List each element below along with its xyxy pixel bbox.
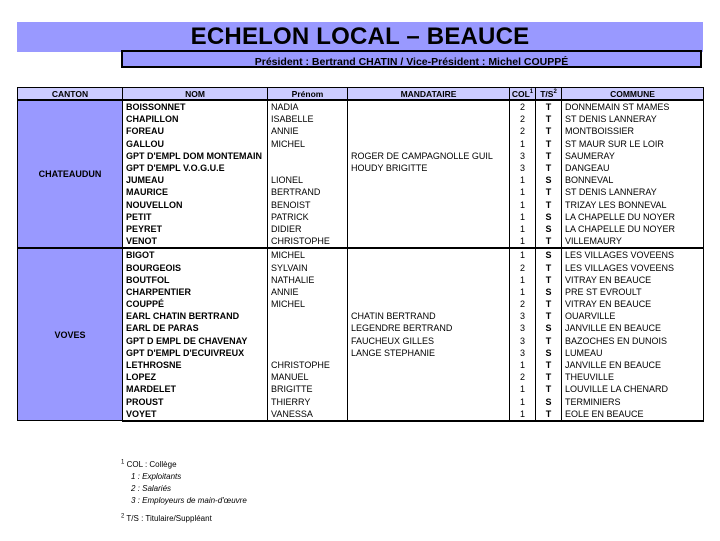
cell-nom: PETIT — [123, 211, 268, 223]
cell-mandataire — [348, 248, 510, 261]
cell-commune: ST DENIS LANNERAY — [562, 186, 704, 198]
cell-prenom: BRIGITTE — [268, 383, 348, 395]
cell-col: 1 — [510, 235, 536, 248]
cell-mandataire — [348, 113, 510, 125]
cell-ts: T — [536, 261, 562, 273]
cell-commune: VILLEMAURY — [562, 235, 704, 248]
footnote-col-item: 3 : Employeurs de main-d'œuvre — [131, 496, 247, 505]
cell-nom: GPT D'EMPL D'ECUIVREUX — [123, 347, 268, 359]
cell-prenom: CHRISTOPHE — [268, 235, 348, 248]
cell-mandataire — [348, 138, 510, 150]
cell-ts: T — [536, 186, 562, 198]
cell-nom: MARDELET — [123, 383, 268, 395]
cell-mandataire — [348, 261, 510, 273]
cell-commune: ST DENIS LANNERAY — [562, 113, 704, 125]
cell-prenom — [268, 310, 348, 322]
cell-prenom: ISABELLE — [268, 113, 348, 125]
cell-prenom: NADIA — [268, 100, 348, 113]
cell-ts: T — [536, 150, 562, 162]
cell-nom: BIGOT — [123, 248, 268, 261]
cell-ts: T — [536, 235, 562, 248]
canton-cell: CHATEAUDUN — [18, 100, 123, 248]
cell-prenom — [268, 150, 348, 162]
cell-ts: T — [536, 100, 562, 113]
page-title: ECHELON LOCAL – BEAUCE — [190, 23, 530, 50]
cell-nom: PROUST — [123, 396, 268, 408]
cell-ts: T — [536, 113, 562, 125]
cell-col: 1 — [510, 199, 536, 211]
cell-commune: JANVILLE EN BEAUCE — [562, 359, 704, 371]
cell-nom: NOUVELLON — [123, 199, 268, 211]
cell-prenom: NATHALIE — [268, 274, 348, 286]
cell-prenom: THIERRY — [268, 396, 348, 408]
cell-col: 1 — [510, 274, 536, 286]
cell-commune: DONNEMAIN ST MAMES — [562, 100, 704, 113]
cell-nom: MAURICE — [123, 186, 268, 198]
cell-col: 1 — [510, 286, 536, 298]
cell-prenom: DIDIER — [268, 223, 348, 235]
cell-col: 1 — [510, 396, 536, 408]
cell-commune: LUMEAU — [562, 347, 704, 359]
cell-nom: VOYET — [123, 408, 268, 421]
page-subtitle: Président : Bertrand CHATIN / Vice-Président : Michel COUPPÉ — [254, 56, 569, 68]
cell-prenom: ANNIE — [268, 125, 348, 137]
cell-nom: GALLOU — [123, 138, 268, 150]
cell-commune: VITRAY EN BEAUCE — [562, 274, 704, 286]
cell-ts: T — [536, 138, 562, 150]
header-commune: COMMUNE — [562, 88, 704, 101]
cell-prenom: LIONEL — [268, 174, 348, 186]
table-row — [18, 100, 704, 113]
cell-mandataire — [348, 408, 510, 421]
cell-prenom: BERTRAND — [268, 186, 348, 198]
cell-mandataire — [348, 186, 510, 198]
cell-nom: CHAPILLON — [123, 113, 268, 125]
cell-col: 1 — [510, 248, 536, 261]
footnote-col-item: 2 : Salariés — [131, 484, 172, 493]
cell-commune: LA CHAPELLE DU NOYER — [562, 211, 704, 223]
cell-ts: S — [536, 223, 562, 235]
footnote-col: $^1$ COL : Collège — [121, 459, 177, 469]
cell-mandataire — [348, 359, 510, 371]
cell-nom: EARL CHATIN BERTRAND — [123, 310, 268, 322]
header-row — [18, 88, 704, 101]
cell-prenom: PATRICK — [268, 211, 348, 223]
members-table — [17, 87, 704, 422]
cell-commune: LES VILLAGES VOVEENS — [562, 248, 704, 261]
cell-mandataire — [348, 100, 510, 113]
cell-mandataire — [348, 199, 510, 211]
title-banner — [17, 22, 703, 52]
cell-ts: T — [536, 383, 562, 395]
cell-commune: JANVILLE EN BEAUCE — [562, 322, 704, 334]
cell-nom: GPT D'EMPL V.O.G.U.E — [123, 162, 268, 174]
canton-cell: VOVES — [18, 248, 123, 421]
cell-nom: BOISSONNET — [123, 100, 268, 113]
cell-nom: VENOT — [123, 235, 268, 248]
header-prenom: Prénom — [268, 88, 348, 101]
cell-ts: S — [536, 211, 562, 223]
cell-nom: LOPEZ — [123, 371, 268, 383]
cell-nom: EARL DE PARAS — [123, 322, 268, 334]
cell-prenom — [268, 335, 348, 347]
cell-commune: TRIZAY LES BONNEVAL — [562, 199, 704, 211]
cell-commune: MONTBOISSIER — [562, 125, 704, 137]
cell-col: 1 — [510, 174, 536, 186]
cell-nom: GPT D'EMPL DOM MONTEMAIN — [123, 150, 268, 162]
cell-prenom: CHRISTOPHE — [268, 359, 348, 371]
cell-commune: PRE ST EVROULT — [562, 286, 704, 298]
cell-col: 3 — [510, 347, 536, 359]
cell-mandataire — [348, 396, 510, 408]
cell-nom: FOREAU — [123, 125, 268, 137]
cell-col: 2 — [510, 261, 536, 273]
cell-col: 1 — [510, 186, 536, 198]
cell-nom: BOUTFOL — [123, 274, 268, 286]
footnote-col-item: 1 : Exploitants — [131, 472, 182, 481]
cell-col: 3 — [510, 150, 536, 162]
cell-prenom: MICHEL — [268, 138, 348, 150]
cell-ts: T — [536, 162, 562, 174]
cell-mandataire: CHATIN BERTRAND — [348, 310, 510, 322]
cell-commune: LOUVILLE LA CHENARD — [562, 383, 704, 395]
cell-ts: S — [536, 347, 562, 359]
cell-prenom: ANNIE — [268, 286, 348, 298]
subtitle-bar — [121, 50, 702, 68]
cell-commune: LES VILLAGES VOVEENS — [562, 261, 704, 273]
cell-col: 1 — [510, 408, 536, 421]
cell-mandataire — [348, 125, 510, 137]
cell-mandataire — [348, 235, 510, 248]
cell-nom: CHARPENTIER — [123, 286, 268, 298]
cell-mandataire: LEGENDRE BERTRAND — [348, 322, 510, 334]
cell-col: 1 — [510, 211, 536, 223]
cell-col: 3 — [510, 162, 536, 174]
cell-mandataire: ROGER DE CAMPAGNOLLE GUIL — [348, 150, 510, 162]
cell-ts: T — [536, 274, 562, 286]
cell-commune: DANGEAU — [562, 162, 704, 174]
cell-ts: S — [536, 286, 562, 298]
cell-mandataire — [348, 223, 510, 235]
cell-prenom: MICHEL — [268, 298, 348, 310]
cell-ts: T — [536, 408, 562, 421]
cell-nom: COUPPÉ — [123, 298, 268, 310]
header-canton: CANTON — [18, 88, 123, 101]
cell-col: 1 — [510, 359, 536, 371]
cell-mandataire — [348, 174, 510, 186]
header-mandataire: MANDATAIRE — [348, 88, 510, 101]
cell-col: 2 — [510, 113, 536, 125]
cell-ts: T — [536, 310, 562, 322]
cell-commune: ST MAUR SUR LE LOIR — [562, 138, 704, 150]
cell-mandataire: LANGE STEPHANIE — [348, 347, 510, 359]
cell-ts: T — [536, 199, 562, 211]
cell-ts: T — [536, 371, 562, 383]
cell-mandataire: FAUCHEUX GILLES — [348, 335, 510, 347]
cell-commune: OUARVILLE — [562, 310, 704, 322]
cell-commune: BAZOCHES EN DUNOIS — [562, 335, 704, 347]
cell-prenom: MANUEL — [268, 371, 348, 383]
cell-ts: S — [536, 322, 562, 334]
cell-col: 1 — [510, 383, 536, 395]
cell-commune: EOLE EN BEAUCE — [562, 408, 704, 421]
cell-ts: T — [536, 298, 562, 310]
cell-nom: GPT D EMPL DE CHAVENAY — [123, 335, 268, 347]
cell-col: 2 — [510, 298, 536, 310]
cell-commune: LA CHAPELLE DU NOYER — [562, 223, 704, 235]
cell-commune: VITRAY EN BEAUCE — [562, 298, 704, 310]
cell-ts: S — [536, 248, 562, 261]
cell-prenom: SYLVAIN — [268, 261, 348, 273]
cell-prenom — [268, 347, 348, 359]
cell-mandataire — [348, 383, 510, 395]
cell-col: 3 — [510, 310, 536, 322]
cell-mandataire: HOUDY BRIGITTE — [348, 162, 510, 174]
cell-mandataire — [348, 211, 510, 223]
footnotes — [121, 459, 247, 525]
footnote-ts: $^2$ T/S : Titulaire/Suppléant — [121, 513, 212, 523]
cell-col: 1 — [510, 223, 536, 235]
cell-ts: T — [536, 335, 562, 347]
cell-commune: TERMINIERS — [562, 396, 704, 408]
cell-mandataire — [348, 286, 510, 298]
cell-commune: THEUVILLE — [562, 371, 704, 383]
cell-col: 2 — [510, 371, 536, 383]
cell-commune: SAUMERAY — [562, 150, 704, 162]
cell-ts: T — [536, 125, 562, 137]
cell-ts: T — [536, 359, 562, 371]
header-col: COL$^1$ — [510, 88, 536, 101]
table-row — [18, 248, 704, 261]
cell-mandataire — [348, 274, 510, 286]
cell-nom: BOURGEOIS — [123, 261, 268, 273]
cell-prenom — [268, 322, 348, 334]
cell-commune: BONNEVAL — [562, 174, 704, 186]
cell-prenom: VANESSA — [268, 408, 348, 421]
header-nom: NOM — [123, 88, 268, 101]
cell-nom: PEYRET — [123, 223, 268, 235]
cell-col: 2 — [510, 100, 536, 113]
cell-mandataire — [348, 371, 510, 383]
cell-mandataire — [348, 298, 510, 310]
cell-ts: S — [536, 174, 562, 186]
cell-ts: S — [536, 396, 562, 408]
cell-col: 2 — [510, 125, 536, 137]
cell-nom: JUMEAU — [123, 174, 268, 186]
cell-col: 3 — [510, 322, 536, 334]
cell-prenom: MICHEL — [268, 248, 348, 261]
header-ts: $T/S^2$ — [536, 88, 562, 101]
cell-prenom: BENOIST — [268, 199, 348, 211]
cell-col: 1 — [510, 138, 536, 150]
cell-col: 3 — [510, 335, 536, 347]
cell-prenom — [268, 162, 348, 174]
cell-nom: LETHROSNE — [123, 359, 268, 371]
